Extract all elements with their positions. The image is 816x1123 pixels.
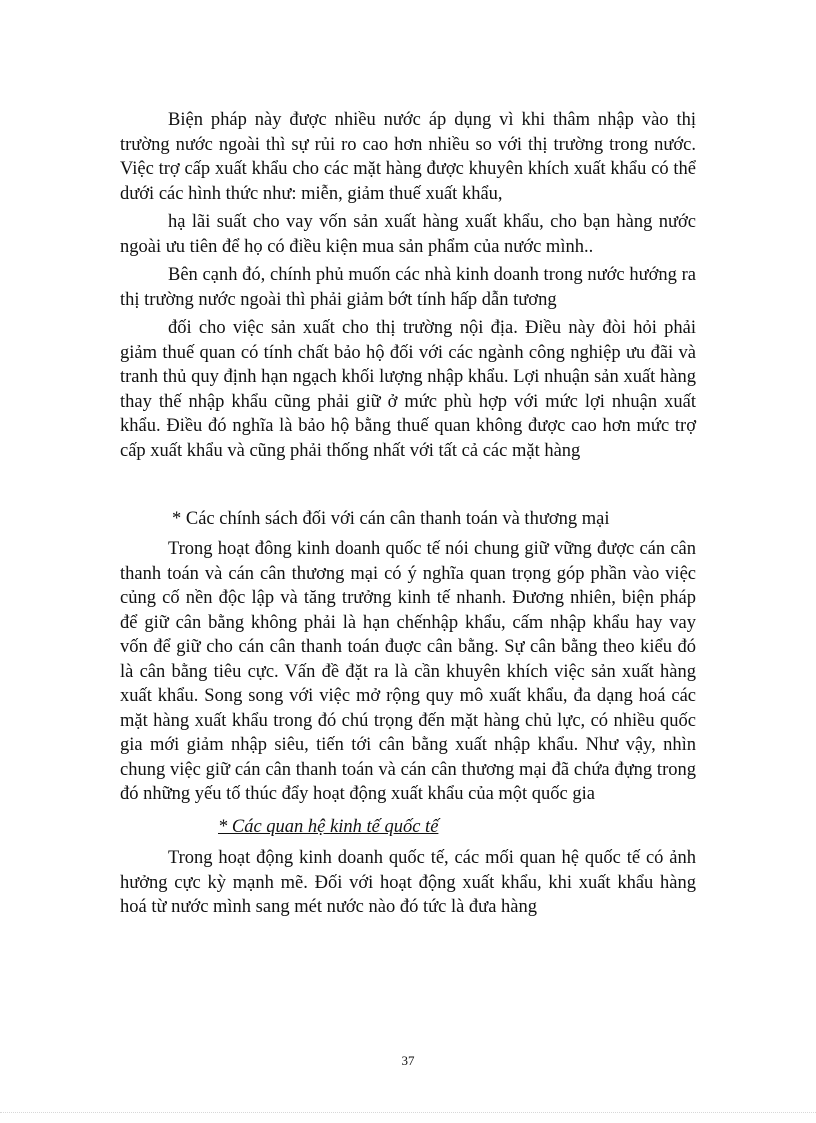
heading-balance-of-payments: * Các chính sách đối với cán cân thanh toán và thương mại	[172, 509, 610, 529]
paragraph-tariff-protection: đối cho việc sản xuất cho thị trường nội địa. Điều này đòi hỏi phải giảm thuế quan có tính chất bảo hộ đối với các ngành công nghiệp ưu đãi và tranh thủ quy định hạn ngạch khối lượng nhập khẩu. Lợi nhuận sản xuất hàng thay thế nhập khẩu cũng phải giữ ở mức phù hợp với mức lợi nhuận xuất khẩu. Điều đó nghĩa là bảo hộ bằng thuế quan không được cao hơn mức trợ cấp xuất khẩu và cũng phải thống nhất với tất cả các mặt hàng	[120, 318, 696, 461]
paragraph-balance-of-payments: Trong hoạt đông kinh doanh quốc tế nói chung giữ vững được cán cân thanh toán và cán cân thương mại có ý nghĩa quan trọng góp phần vào việc củng cố nền độc lập và tăng trưởng kinh tế nhanh. Đương nhiên, biện pháp để giữ cân bằng không phải là hạn chếnhập khẩu, cấm nhập khẩu hay vay vốn để giữ cho cán cân thanh toán đuợc cân bằng. Sự cân bằng theo kiểu đó là cân bằng tiêu cực. Vấn đề đặt ra là cần khuyên khích việc sản xuất hàng xuất khẩu. Song song với việc mở rộng quy mô xuất khẩu, đa dạng hoá các mặt hàng xuất khẩu trong đó chú trọng đến mặt hàng chủ lực, có nhiều quốc gia mới giảm nhập siêu, tiến tới cân bằng xuất nhập khẩu. Như vậy, nhìn chung việc giữ cán cân thanh toán và cán cân thương mại đã chứa đựng trong đó những yếu tố thúc đẩy hoạt động xuất khẩu của một quốc gia	[120, 539, 696, 804]
paragraph-export-subsidy: Biện pháp này được nhiều nước áp dụng vì khi thâm nhập vào thị trường nước ngoài thì sự rủi ro cao hơn nhiều so với thị trường trong nước. Việc trợ cấp xuất khẩu cho các mặt hàng được khuyên khích xuất khẩu có thể dưới các hình thức như: miễn, giảm thuế xuất khẩu,	[120, 110, 696, 204]
heading-international-relations: * Các quan hệ kinh tế quốc tế	[218, 817, 439, 837]
body-block-2	[120, 537, 696, 807]
page-number: 37	[401, 1053, 415, 1068]
footer-divider	[0, 1112, 816, 1113]
paragraph-domestic-market: Bên cạnh đó, chính phủ muốn các nhà kinh doanh trong nước hướng ra thị trường nước ngoài thì phải giảm bớt tính hấp dẫn tương	[120, 265, 696, 310]
paragraph-interest-rate: hạ lãi suất cho vay vốn sản xuất hàng xuất khẩu, cho bạn hàng nước ngoài ưu tiên để họ có điều kiện mua sản phẩm của nước mình..	[120, 212, 696, 257]
paragraph-international-relations: Trong hoạt động kinh doanh quốc tế, các mối quan hệ quốc tế có ảnh hưởng cực kỳ mạnh mẽ. Đối với hoạt động xuất khẩu, khi xuất khẩu hàng hoá từ nước mình sang mét nước nào đó tức là đưa hàng	[120, 848, 696, 917]
body-block-1	[120, 108, 696, 463]
body-block-3	[120, 846, 696, 920]
